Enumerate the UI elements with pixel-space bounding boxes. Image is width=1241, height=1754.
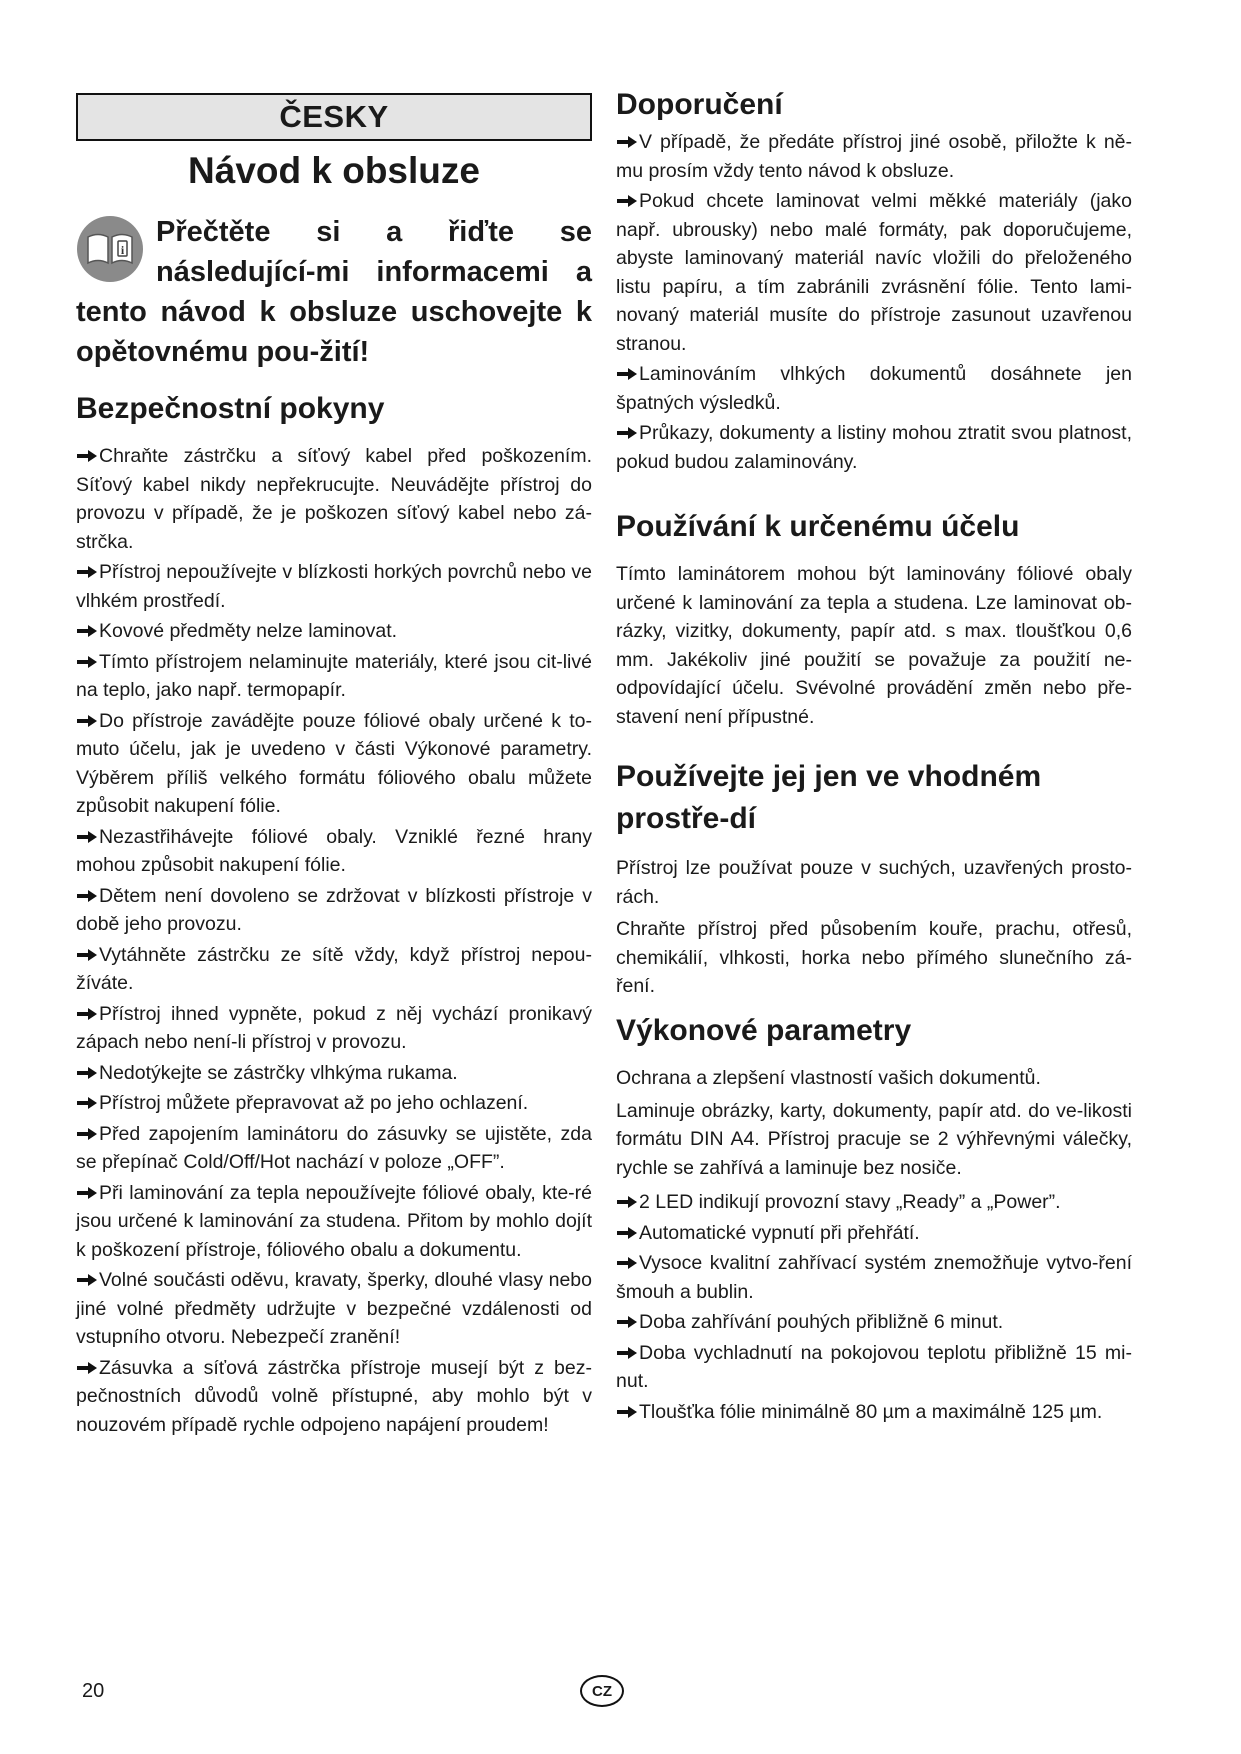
usage-title: Používání k určenému účelu [616,510,1020,543]
page-number: 20 [82,1680,105,1702]
list-item: Nezastřihávejte fóliové obaly. Vzniklé řezné hrany mohou způsobit nakupení fólie. [76,825,592,876]
recommend-section [616,86,1132,478]
arrow-right-icon [76,1273,98,1287]
arrow-right-icon [76,1066,98,1080]
safety-list [76,442,592,1441]
safety-title: Bezpečnostní pokyny [76,392,385,425]
list-item: Nedotýkejte se zástrčky vlhkýma rukama. [76,1059,592,1088]
list-item: Automatické vypnutí při přehřátí. [616,1219,1132,1248]
arrow-right-icon [616,1315,638,1329]
list-item: Tloušťka fólie minimálně 80 µm a maximálně 125 µm. [616,1398,1132,1427]
usage-text: Tímto laminátorem mohou být laminovány fóliové obaly určené k laminování za tepla a studena. Lze laminovat ob-rázky, vizitky, dokumenty, papír atd. s max. tloušťkou 0,6 mm. Jakékoliv jiné použití se považuje za použití ne-odpovídající účelu. Svévolné provádění změn nebo pře-stavení není přípustné. [616,563,1132,728]
arrow-right-icon [76,624,98,638]
country-badge [580,1675,624,1707]
usage-section [616,508,1132,733]
environment-title: Používejte jej jen ve vhodném prostře-dí [616,760,1042,835]
list-item: V případě, že předáte přístroj jiné osobě, přiložte k ně-mu prosím vždy tento návod k obsluze. [616,131,1132,182]
list-item: Zásuvka a síťová zástrčka přístroje musejí být z bez-pečnostních důvodů volně přístupné, aby mohlo být v nouzovém případě rychle odpojeno napájení proudem! [76,1356,592,1436]
arrow-right-icon [616,1226,638,1240]
list-item: Před zapojením laminátoru do zásuvky se ujistěte, zda se přepínač Cold/Off/Hot nachází v poloze „OFF”. [76,1122,592,1173]
list-item: Vysoce kvalitní zahřívací systém znemožňuje vytvo-ření šmouh a bublin. [616,1252,1132,1303]
arrow-right-icon [616,426,638,440]
list-item: Kovové předměty nelze laminovat. [76,617,592,646]
list-item: Vytáhněte zástrčku ze sítě vždy, když přístroj nepou-žíváte. [76,943,592,994]
performance-title: Výkonové parametry [616,1014,912,1047]
arrow-right-icon [76,714,98,728]
environment-text-2: Chraňte přístroj před působením kouře, prachu, otřesů, chemikálií, vlhkosti, horka nebo přímého slunečního zá-ření. [616,918,1132,997]
language-label: ČESKY [279,99,389,134]
intro-warning: Přečtěte si a řiďte se následující-mi informacemi a tento návod k obsluze uschovejte k opětovnému pou-žití! [76,216,592,368]
arrow-right-icon [76,1361,98,1375]
list-item: Chraňte zástrčku a síťový kabel před poškozením. Síťový kabel nikdy nepřekrucujte. Neuvádějte přístroj do provozu v případě, že je poškozen síťový kabel nebo zá-strčka. [76,445,592,553]
arrow-right-icon [616,1256,638,1270]
arrow-right-icon [76,1127,98,1141]
arrow-right-icon [76,449,98,463]
list-item: Tímto přístrojem nelaminujte materiály, které jsou cit-livé na teplo, jako např. termopapír. [76,650,592,701]
list-item: Přístroj ihned vypněte, pokud z něj vychází pronikavý zápach nebo není-li přístroj v provozu. [76,1002,592,1053]
list-item: Dětem není dovoleno se zdržovat v blízkosti přístroje v době jeho provozu. [76,884,592,935]
list-item: Přístroj můžete přepravovat až po jeho ochlazení. [76,1089,592,1118]
arrow-right-icon [76,565,98,579]
environment-section [616,756,1132,1003]
document-title: Návod k obsluze [188,150,480,191]
arrow-right-icon [76,830,98,844]
language-header [76,93,592,141]
arrow-right-icon [616,367,638,381]
list-item: Do přístroje zavádějte pouze fóliové obaly určené k to-muto účelu, jak je uvedeno v části Výkonové parametry. Výběrem příliš velkého formátu fóliového obalu můžete způsobit nakupení fólie. [76,709,592,817]
arrow-right-icon [616,1195,638,1209]
arrow-right-icon [616,1405,638,1419]
list-item: Doba zahřívání pouhých přibližně 6 minut. [616,1308,1132,1337]
list-item: Pokud chcete laminovat velmi měkké materiály (jako např. ubrousky) nebo malé formáty, pak doporučujeme, abyste laminovaný materiál navíc vložili do přeloženého listu papíru, a tím zabránili zvrásnění fólie. Tento lami-novaný materiál musíte do přístroje zasunout uzavřenou stranou. [616,190,1132,355]
performance-section [616,1012,1132,1428]
arrow-right-icon [76,948,98,962]
svg-text:i: i [120,243,125,257]
country-code: CZ [592,1682,612,1700]
list-item: Při laminování za tepla nepoužívejte fóliové obaly, kte-ré jsou určené k laminování za studena. Přitom by mohlo dojít k poškození přístroje, fóliového obalu a dokumentu. [76,1181,592,1261]
list-item: 2 LED indikují provozní stavy „Ready” a „Power”. [616,1188,1132,1217]
performance-text-1: Ochrana a zlepšení vlastností vašich dokumentů. [616,1067,1041,1089]
recommend-title: Doporučení [616,88,783,121]
list-item: Doba vychladnutí na pokojovou teplotu přibližně 15 mi-nut. [616,1341,1132,1392]
list-item: Laminováním vlhkých dokumentů dosáhnete jen špatných výsledků. [616,363,1132,414]
arrow-right-icon [616,135,638,149]
arrow-right-icon [616,1346,638,1360]
arrow-right-icon [616,194,638,208]
performance-text-2: Laminuje obrázky, karty, dokumenty, papír atd. do ve-likosti formátu DIN A4. Přístroj pracuje se 2 výhřevnými válečky, rychle se zahřívá a laminuje bez nosiče. [616,1099,1132,1179]
list-item: Volné součásti oděvu, kravaty, šperky, dlouhé vlasy nebo jiné volné předměty udržujte v bezpečné vzdálenosti od vstupního otvoru. Nebezpečí zranění! [76,1269,592,1348]
arrow-right-icon [76,655,98,669]
arrow-right-icon [76,1007,98,1021]
arrow-right-icon [76,1186,98,1200]
list-item: Průkazy, dokumenty a listiny mohou ztratit svou platnost, pokud budou zalaminovány. [616,422,1132,473]
arrow-right-icon [76,1096,98,1110]
environment-text-1: Přístroj lze používat pouze v suchých, uzavřených prosto-rách. [616,857,1132,908]
arrow-right-icon [76,889,98,903]
list-item: Přístroj nepoužívejte v blízkosti horkých povrchů nebo ve vlhkém prostředí. [76,561,592,612]
